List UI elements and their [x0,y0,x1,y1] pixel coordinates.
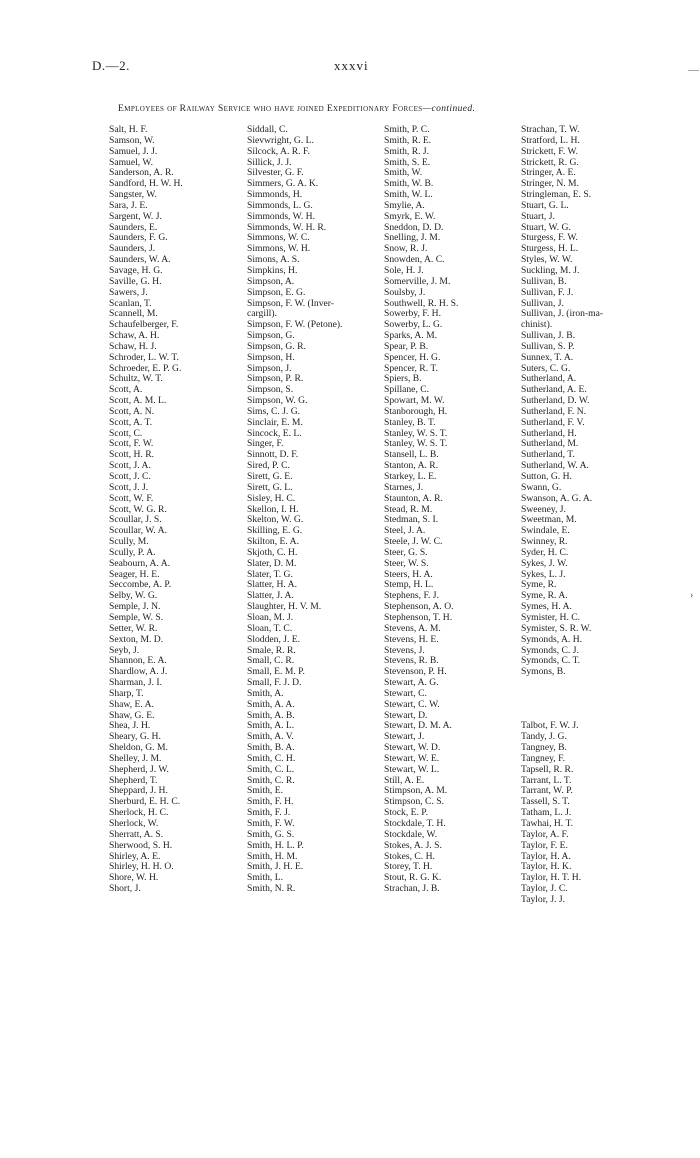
employee-name: Schaw, H. J. [109,340,157,352]
heading-title: Employees of Railway Service who have joined Expeditionary Forces [118,104,423,114]
employee-name: Stringleman, E. S. [521,189,592,201]
employee-name: Soulsby, J. [384,286,426,298]
employee-name: Saunders, W. A. [109,254,171,266]
employee-name: Stedman, S. I. [384,514,439,526]
employee-name: Smith, B. A. [247,742,295,754]
employee-name: Samson, W. [109,134,155,146]
employee-name: Smith, H. M. [247,850,298,862]
employee-name: Smith, W. L. [384,189,433,201]
employee-name: Silcock, A. R. F. [247,145,310,157]
employee-name: Sparks, A. M. [384,330,438,342]
employee-name: Scott, J. A. [109,460,151,472]
employee-name: Tatham, L. J. [521,807,572,819]
employee-name: Shepherd, T. [109,774,158,786]
employee-name: Sheldon, G. M. [109,742,168,754]
employee-name: Scott, J. J. [109,481,149,493]
employee-name: Scully, P. A. [109,546,156,558]
employee-name: Stemp, H. L. [384,579,434,591]
employee-name: Shannon, E. A. [109,655,167,667]
employee-name: Smith, J. H. E. [247,861,304,873]
employee-name: Sowerby, F. H. [384,308,441,320]
employee-name: Smith, F. W. [247,818,295,829]
employee-name: Shaw, E. A. [109,698,154,710]
employee-name: Sole, H. J. [384,264,424,276]
employee-name: Skellon, I. H. [247,503,299,515]
employee-name: Symonds, C. T. [521,655,581,667]
employee-name: Sullivan, S. P. [521,340,575,352]
employee-name: Stewart, A. G. [384,677,439,689]
employee-name: Smith, C. L. [247,763,295,775]
employee-name: Scott, A. T. [109,416,153,428]
employee-name: Tarrant, W. P. [521,785,573,797]
employee-name: Stuart, G. L. [521,199,569,211]
employee-name: Syme, R. [521,579,557,591]
employee-name: Steers, H. A. [384,568,433,580]
employee-name: Starnes, J. [384,481,424,493]
name-column-1 [109,125,183,895]
employee-name: Sutherland, A. E. [521,384,587,396]
employee-name: Sheary, G. H. [109,731,161,743]
employee-name: Suters, C. G. [521,362,571,374]
employee-name: Slater, T. G. [247,568,293,580]
employee-name: Steer, W. S. [384,557,429,569]
employee-name: Stewart, J. [384,731,425,743]
employee-name: Sherwood, S. H. [109,839,173,851]
employee-name: Sturgess, H. L. [521,243,579,255]
employee-name: Sievwright, G. L. [247,134,314,146]
employee-name: Stewart, W. L. [384,763,440,775]
employee-name: Swann, G. [521,481,562,493]
employee-name: Stead, R. M. [384,503,433,515]
employee-name: Simpson, W. G. [247,395,308,407]
employee-name: Seyb, J. [109,644,140,656]
employee-name: Schaufelberger, F. [109,319,179,331]
employee-name: Sirett, G. L. [247,481,293,493]
employee-name: Shardlow, A. J. [109,666,168,678]
employee-name: Sims, C. J. G. [247,405,301,417]
employee-name: Sutherland, F. N. [521,405,587,417]
employee-name: Smith, A. L. [247,720,295,732]
employee-name: Stanley, B. T. [384,416,436,428]
employee-name: Syder, H. C. [521,546,569,558]
employee-name: Schultz, W. T. [109,373,163,385]
employee-name: Scott, H. R. [109,449,155,461]
employee-name: Talbot, F. W. J. [521,720,579,732]
employee-name: Simpson, A. [247,275,295,287]
employee-name: Samuel, W. [109,156,153,168]
employee-name: Stewart, C. W. [384,698,440,710]
employee-name: Sutherland, M. [521,438,579,450]
employee-name: Tangney, B. [521,742,567,754]
employee-name: Sexton, M. D. [109,633,164,645]
employee-name: Stevens, A. M. [384,622,441,634]
employee-name: Sawers, J. [109,286,148,298]
employee-name: Sharman, J. I. [109,677,163,689]
employee-name: Simpson, G. [247,330,295,342]
employee-name: Salt, H. F. [109,124,148,135]
employee-name: Simmonds, H. [247,189,303,201]
employee-name: Shirley, A. E. [109,850,161,862]
employee-name: Seager, H. E. [109,568,160,580]
employee-name: Sweetman, M. [521,514,577,526]
employee-name: Smith, S. E. [384,156,431,168]
employee-name: Smith, A. B. [247,709,295,721]
employee-name: Slodden, J. E. [247,633,301,645]
employee-name: Smith, W. B. [384,178,434,190]
employee-name: Symister, S. R. W. [521,622,592,634]
employee-name: Smith, A. A. [247,698,295,710]
blank-line [521,700,603,711]
employee-name: Sherratt, A. S. [109,828,164,840]
employee-name: Sutherland, H. [521,427,577,439]
employee-name: Sired, P. C. [247,460,290,472]
employee-name: Sillick, J. J. [247,156,292,168]
employee-name: chinist). [521,319,553,331]
employee-name: Simmons, W. C. [247,232,310,244]
employee-name: Stuart, J. [521,210,555,222]
employee-name: Smith, A. V. [247,731,294,743]
employee-name: Sloan, T. C. [247,622,293,634]
employee-name: Sherlock, W. [109,818,159,829]
employee-name: Semple, W. S. [109,611,164,623]
page-identifier: D.—2. [92,58,130,73]
section-heading [118,104,638,114]
employee-name: Strickett, R. G. [521,156,579,168]
employee-name: Seccombe, A. P. [109,579,172,591]
employee-name: Sargent, W. J. [109,210,162,222]
employee-name: Slatter, J. A. [247,590,294,602]
employee-name: Skjoth, C. H. [247,546,298,558]
employee-name: Spencer, R. T. [384,362,438,374]
employee-name: Smith, H. L. P. [247,839,304,851]
name-column-3 [384,125,458,895]
employee-name: Steel, J. A. [384,525,426,537]
employee-name: Styles, W. W. [521,254,573,266]
employee-name: Smyrk, E. W. [384,210,436,222]
employee-name: Syme, R. A. [521,590,568,602]
employee-name: Smale, R. R. [247,644,296,656]
name-column-4 [521,125,603,906]
employee-name: Smylie, A. [384,199,425,211]
employee-name: Setter, W. R. [109,622,158,634]
employee-name: Small, C. R. [247,655,295,667]
employee-name: Sinnott, D. F. [247,449,299,461]
employee-name: Simmons, W. H. [247,243,311,255]
employee-name: Smith, F. H. [247,796,294,808]
employee-name: Tangney, F. [521,752,566,764]
employee-name: Strickett, F. W. [521,145,579,157]
employee-name: Spear, P. B. [384,340,429,352]
employee-name: Sullivan, J. (iron-ma- [521,308,604,320]
employee-name: Sisley, H. C. [247,492,296,504]
employee-name: Smith, A. [247,687,284,699]
employee-name: Siddall, C. [247,124,288,135]
employee-name: Strachan, J. B. [384,883,440,895]
employee-name: Simmonds, L. G. [247,199,313,211]
employee-name: Sandford, H. W. H. [109,178,183,190]
employee-name: Stringer, N. M. [521,178,579,190]
employee-name: Symons, B. [521,666,566,678]
employee-name: Sykes, J. W. [521,557,568,569]
employee-name: Swindale, E. [521,525,570,537]
employee-name: Scott, C. [109,427,143,439]
employee-name: Scoullar, J. S. [109,514,162,526]
employee-name: Shea, J. H. [109,720,151,732]
employee-name: Saunders, E. [109,221,158,233]
employee-name: Southwell, R. H. S. [384,297,459,309]
employee-name: Small, E. M. P. [247,666,305,678]
employee-name: Spiers, B. [384,373,422,385]
employee-name: Simmers, G. A. K. [247,178,319,190]
employee-name: Sutherland, A. [521,373,577,385]
employee-name: Sturgess, F. W. [521,232,578,244]
employee-name: Stuart, W. G. [521,221,571,233]
employee-name: Scannell, M. [109,308,158,320]
employee-name: Tassell, S. T. [521,796,570,808]
employee-name: Symister, H. C. [521,611,581,623]
employee-name: cargill). [247,308,277,320]
employee-name: Swinney, R. [521,536,568,548]
employee-name: Sutton, G. H. [521,471,572,482]
employee-name: Symonds, A. H. [521,633,583,645]
employee-name: Shirley, H. H. O. [109,861,174,873]
employee-name: Sneddon, D. D. [384,221,444,233]
employee-name: Somerville, J. M. [384,275,451,287]
employee-name: Taylor, J. C. [521,883,568,895]
employee-name: Sunnex, T. A. [521,351,574,363]
employee-name: Snelling, J. M. [384,232,441,244]
employee-name: Stockdale, W. [384,828,438,840]
employee-name: Sinclair, E. M. [247,416,303,428]
employee-name: Sutherland, T. [521,449,575,461]
employee-name: Spencer, H. G. [384,351,441,363]
employee-name: Sutherland, W. A. [521,460,589,472]
employee-name: Taylor, A. F. [521,828,569,840]
employee-name: Stanborough, H. [384,405,448,417]
employee-name: Shelley, J. M. [109,752,162,764]
name-column-2 [247,125,342,895]
employee-name: Semple, J. N. [109,601,161,613]
employee-name: Saville, G. H. [109,275,162,287]
employee-name: Starkey, L. E. [384,471,437,482]
employee-name: Stewart, W. E. [384,752,440,764]
employee-name: Stanley, W. S. T. [384,427,448,439]
employee-name: Skilling, E. G. [247,525,303,537]
employee-name: Stewart, C. [384,687,427,699]
employee-name: Stephenson, A. O. [384,601,454,613]
employee-name: Scott, A. N. [109,405,155,417]
employee-name: Stokes, C. H. [384,850,435,862]
employee-name: Simmonds, W. H. [247,210,315,222]
employee-name: Stephenson, T. H. [384,611,453,623]
employee-name: Silvester, G. F. [247,167,304,179]
employee-name: Scoullar, W. A. [109,525,167,537]
employee-name: Stanley, W. S. T. [384,438,448,450]
employee-name: Short, J. [109,883,141,895]
employee-name: Smith, C. H. [247,752,296,764]
employee-name: Simpson, G. R. [247,340,306,352]
employee-name: Slaughter, H. V. M. [247,601,322,613]
employee-name: Stimpson, A. M. [384,785,448,797]
employee-name: Stevens, R. B. [384,655,439,667]
employee-name: Sirett, G. E. [247,471,293,482]
employee-name: Schaw, A. H. [109,330,160,342]
employee-name: Stevenson, P. H. [384,666,447,678]
employee-name: Sullivan, F. J. [521,286,574,298]
employee-name: Smith, P. C. [384,124,430,135]
employee-name: Smith, W. [384,167,423,179]
employee-name: Schroeder, E. P. G. [109,362,182,374]
employee-name: Sheppard, J. H. [109,785,168,797]
employee-name: Tapsell, R. R. [521,763,574,775]
employee-name: Stringer, A. E. [521,167,576,179]
employee-name: Sutherland, D. W. [521,395,590,407]
employee-name: Tarrant, L. T. [521,774,572,786]
employee-name: Taylor, F. E. [521,839,568,851]
employee-name: Stanton, A. R. [384,460,439,472]
employee-name: Symes, H. A. [521,601,572,613]
employee-name: Sherburd, E. H. C. [109,796,181,808]
employee-name: Simpson, F. W. (Petone). [247,319,343,331]
employee-name: Simpson, S. [247,384,294,396]
employee-name: Singer, F. [247,438,284,450]
employee-name: Scott, W. F. [109,492,154,504]
employee-name: Simpson, F. W. (Inver- [247,297,334,309]
employee-name: Staunton, A. R. [384,492,443,504]
employee-name: Stewart, W. D. [384,742,441,754]
employee-name: Selby, W. G. [109,590,158,602]
page-number: xxxvi [334,58,369,73]
employee-name: Sincock, E. L. [247,427,302,439]
employee-name: Shaw, G. E. [109,709,155,721]
employee-name: Saunders, J. [109,243,156,255]
employee-name: Strachan, T. W. [521,124,580,135]
employee-name: Stokes, A. J. S. [384,839,442,851]
employee-name: Sharp, T. [109,687,144,699]
employee-name: Sherlock, H. C. [109,807,169,819]
employee-name: Sullivan, B. [521,275,567,287]
employee-name: Smith, E. [247,785,283,797]
employee-name: Small, F. J. D. [247,677,302,689]
employee-name: Slatter, H. A. [247,579,297,591]
employee-name: Sweeney, J. [521,503,566,515]
employee-name: Stock, E. P. [384,807,428,819]
employee-name: Scott, A. M. L. [109,395,167,407]
employee-name: Scott, W. G. R. [109,503,167,515]
employee-name: Simmonds, W. H. R. [247,221,327,233]
employee-name: Sykes, L. J. [521,568,566,580]
employee-name: Stevens, H. E. [384,633,439,645]
employee-name: Savage, H. G. [109,264,163,276]
employee-name: Symonds, C. J. [521,644,579,656]
employee-name: Snowden, A. C. [384,254,445,266]
employee-name: Tawhai, H. T. [521,818,573,829]
employee-name: Taylor, H. A. [521,850,571,862]
employee-name: Snow, R. J. [384,243,428,255]
employee-name: Scott, A. [109,384,143,396]
employee-name: Tandy, J. G. [521,731,567,743]
employee-name: Saunders, F. G. [109,232,168,244]
employee-name: Slater, D. M. [247,557,297,569]
employee-name: Simpson, H. [247,351,295,363]
margin-mark-top: — [688,64,699,76]
employee-name: Steer, G. S. [384,546,428,558]
employee-name: Suckling, M. J. [521,264,580,276]
employee-name: Shore, W. H. [109,872,159,884]
employee-name: Sutherland, F. V. [521,416,585,428]
employee-name: Scott, J. C. [109,471,151,482]
employee-name: Simpson, J. [247,362,292,374]
employee-name: Stout, R. G. K. [384,872,442,884]
employee-name: Stansell, L. B. [384,449,439,461]
employee-name: Sowerby, L. G. [384,319,443,331]
employee-name: Still, A. E. [384,774,425,786]
employee-name: Sloan, M. J. [247,611,294,623]
blank-line [521,689,603,700]
employee-name: Smith, R. E. [384,134,432,146]
employee-name: Scott, F. W. [109,438,154,450]
employee-name: Sullivan, J. B. [521,330,576,342]
employee-name: Storey, T. H. [384,861,433,873]
employee-name: Stewart, D. [384,709,428,721]
heading-continued: —continued. [422,104,476,114]
employee-name: Simpkins, H. [247,264,298,276]
margin-mark-side: › [690,590,694,601]
employee-name: Schroder, L. W. T. [109,351,179,363]
employee-name: Steele, J. W. C. [384,536,443,548]
employee-name: Smith, R. J. [384,145,430,157]
employee-name: Sanderson, A. R. [109,167,174,179]
employee-name: Scanlan, T. [109,297,152,309]
employee-name: Seabourn, A. A. [109,557,171,569]
employee-name: Smith, L. [247,872,283,884]
employee-name: Stevens, J. [384,644,425,656]
employee-name: Scully, M. [109,536,149,548]
employee-name: Samuel, J. J. [109,145,158,157]
employee-name: Taylor, J. J. [521,893,565,905]
employee-name: Stimpson, C. S. [384,796,444,808]
employee-name: Simpson, E. G. [247,286,306,298]
employee-name: Swanson, A. G. A. [521,492,593,504]
blank-line [521,678,603,689]
employee-name: Sullivan, J. [521,297,564,309]
employee-name: Skelton, W. G. [247,514,304,526]
employee-name: Stockdale, T. H. [384,818,446,829]
employee-name: Sangster, W. [109,189,157,201]
employee-name: Simons, A. S. [247,254,300,266]
employee-name: Stephens, F. J. [384,590,439,602]
employee-name: Taylor, H. K. [521,861,572,873]
employee-name: Stewart, D. M. A. [384,720,452,732]
employee-name: Simpson, P. R. [247,373,304,385]
employee-name: Spowart, M. W. [384,395,445,407]
employee-name: Smith, N. R. [247,883,296,895]
employee-name: Skilton, E. A. [247,536,299,548]
employee-name: Sara, J. E. [109,199,148,211]
employee-name: Spillane, C. [384,384,430,396]
employee-name: Smith, G. S. [247,828,295,840]
employee-name: Smith, F. J. [247,807,291,819]
employee-name: Smith, C. R. [247,774,295,786]
employee-name: Shepherd, J. W. [109,763,169,775]
employee-name: Taylor, H. T. H. [521,872,582,884]
employee-name: Stratford, L. H. [521,134,580,146]
